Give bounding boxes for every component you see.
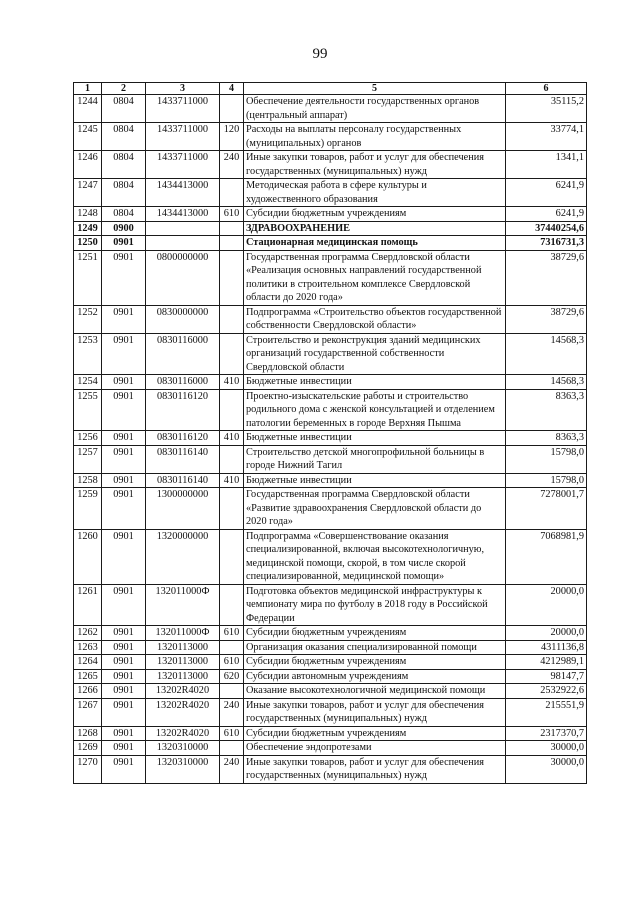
column-header: 5: [244, 83, 506, 95]
item-name: Иные закупки товаров, работ и услуг для обеспечения государственных (муниципальных) нужд: [244, 755, 506, 783]
amount: 30000,0: [506, 755, 587, 783]
column-header: 3: [146, 83, 220, 95]
row-number: 1267: [74, 698, 102, 726]
row-number: 1268: [74, 726, 102, 741]
target-code: 132011000Ф: [146, 626, 220, 641]
table-row: [74, 431, 587, 446]
item-name: Подготовка объектов медицинской инфраструктуры к чемпионату мира по футболу в 2018 году в Российской Федерации: [244, 584, 506, 626]
expense-type-code: 410: [220, 431, 244, 446]
target-code: 0830116140: [146, 473, 220, 488]
item-name: Субсидии бюджетным учреждениям: [244, 726, 506, 741]
table-body: [74, 95, 587, 784]
expense-type-code: [220, 221, 244, 236]
amount: 4212989,1: [506, 655, 587, 670]
target-code: 0830116120: [146, 389, 220, 431]
item-name: Государственная программа Свердловской области «Реализация основных направлений государственной политики в строительном комплексе Свердловской области до 2020 года»: [244, 250, 506, 305]
row-number: 1246: [74, 151, 102, 179]
expense-type-code: [220, 741, 244, 756]
item-name: Проектно-изыскательские работы и строительство родильного дома с женской консультацией и отделением патологии беременных в городе Верхняя Пышма: [244, 389, 506, 431]
expense-type-code: 240: [220, 698, 244, 726]
amount: 6241,9: [506, 179, 587, 207]
table-row: [74, 123, 587, 151]
expense-type-code: 120: [220, 123, 244, 151]
item-name: Подпрограмма «Совершенствование оказания специализированной, включая высокотехнологичную, медицинской помощи, скорой, в том числе скорой специализированной, медицинской помощи»: [244, 529, 506, 584]
row-number: 1245: [74, 123, 102, 151]
item-name: Обеспечение деятельности государственных органов (центральный аппарат): [244, 95, 506, 123]
budget-table: [73, 82, 587, 784]
section-code: 0901: [102, 655, 146, 670]
item-name: Субсидии автономным учреждениям: [244, 669, 506, 684]
table-row: [74, 250, 587, 305]
column-header: 4: [220, 83, 244, 95]
row-number: 1265: [74, 669, 102, 684]
expense-type-code: [220, 584, 244, 626]
expense-type-code: [220, 389, 244, 431]
page-number: 99: [312, 46, 328, 62]
expense-type-code: [220, 529, 244, 584]
section-code: 0901: [102, 529, 146, 584]
expense-type-code: [220, 640, 244, 655]
target-code: 0830116120: [146, 431, 220, 446]
row-number: 1261: [74, 584, 102, 626]
row-number: 1262: [74, 626, 102, 641]
table-row: [74, 655, 587, 670]
table-row: [74, 221, 587, 236]
amount: 2532922,6: [506, 684, 587, 699]
item-name: Оказание высокотехнологичной медицинской помощи: [244, 684, 506, 699]
item-name: Бюджетные инвестиции: [244, 375, 506, 390]
expense-type-code: [220, 236, 244, 251]
item-name: Стационарная медицинская помощь: [244, 236, 506, 251]
expense-type-code: [220, 95, 244, 123]
row-number: 1255: [74, 389, 102, 431]
expense-type-code: [220, 179, 244, 207]
section-code: 0901: [102, 375, 146, 390]
table-row: [74, 726, 587, 741]
amount: 8363,3: [506, 389, 587, 431]
row-number: 1270: [74, 755, 102, 783]
row-number: 1249: [74, 221, 102, 236]
amount: 1341,1: [506, 151, 587, 179]
amount: 8363,3: [506, 431, 587, 446]
expense-type-code: [220, 488, 244, 530]
amount: 38729,6: [506, 305, 587, 333]
table-row: [74, 640, 587, 655]
target-code: 1320113000: [146, 669, 220, 684]
item-name: Субсидии бюджетным учреждениям: [244, 207, 506, 222]
amount: 20000,0: [506, 626, 587, 641]
row-number: 1254: [74, 375, 102, 390]
row-number: 1252: [74, 305, 102, 333]
target-code: 1433711000: [146, 123, 220, 151]
section-code: 0804: [102, 179, 146, 207]
amount: 7068981,9: [506, 529, 587, 584]
table-row: [74, 179, 587, 207]
amount: 215551,9: [506, 698, 587, 726]
row-number: 1258: [74, 473, 102, 488]
table-row: [74, 375, 587, 390]
expense-type-code: [220, 333, 244, 375]
expense-type-code: [220, 305, 244, 333]
target-code: 1320310000: [146, 755, 220, 783]
amount: 35115,2: [506, 95, 587, 123]
target-code: 1320310000: [146, 741, 220, 756]
section-code: 0901: [102, 389, 146, 431]
expense-type-code: 240: [220, 151, 244, 179]
row-number: 1247: [74, 179, 102, 207]
amount: 14568,3: [506, 375, 587, 390]
expense-type-code: 610: [220, 655, 244, 670]
row-number: 1259: [74, 488, 102, 530]
expense-type-code: 240: [220, 755, 244, 783]
section-code: 0901: [102, 669, 146, 684]
target-code: 13202R4020: [146, 684, 220, 699]
column-header: 6: [506, 83, 587, 95]
section-code: 0900: [102, 221, 146, 236]
table-row: [74, 529, 587, 584]
row-number: 1250: [74, 236, 102, 251]
target-code: 1320113000: [146, 655, 220, 670]
item-name: ЗДРАВООХРАНЕНИЕ: [244, 221, 506, 236]
expense-type-code: 610: [220, 726, 244, 741]
row-number: 1260: [74, 529, 102, 584]
section-code: 0901: [102, 698, 146, 726]
item-name: Субсидии бюджетным учреждениям: [244, 655, 506, 670]
amount: 6241,9: [506, 207, 587, 222]
row-number: 1257: [74, 445, 102, 473]
target-code: 1300000000: [146, 488, 220, 530]
row-number: 1266: [74, 684, 102, 699]
amount: 20000,0: [506, 584, 587, 626]
section-code: 0901: [102, 236, 146, 251]
item-name: Государственная программа Свердловской области «Развитие здравоохранения Свердловской области до 2020 года»: [244, 488, 506, 530]
amount: 14568,3: [506, 333, 587, 375]
table-header-row: [74, 83, 587, 95]
table-row: [74, 669, 587, 684]
target-code: 1433711000: [146, 95, 220, 123]
table-row: [74, 698, 587, 726]
item-name: Строительство и реконструкция зданий медицинских организаций государственной собственности Свердловской области: [244, 333, 506, 375]
item-name: Методическая работа в сфере культуры и художественного образования: [244, 179, 506, 207]
amount: 37440254,6: [506, 221, 587, 236]
target-code: 1320000000: [146, 529, 220, 584]
target-code: 0830000000: [146, 305, 220, 333]
item-name: Строительство детской многопрофильной больницы в городе Нижний Тагил: [244, 445, 506, 473]
target-code: 0800000000: [146, 250, 220, 305]
section-code: 0901: [102, 726, 146, 741]
column-header: 1: [74, 83, 102, 95]
expense-type-code: 610: [220, 207, 244, 222]
table-row: [74, 488, 587, 530]
section-code: 0901: [102, 741, 146, 756]
table-row: [74, 305, 587, 333]
target-code: 0830116000: [146, 375, 220, 390]
target-code: 1433711000: [146, 151, 220, 179]
amount: 15798,0: [506, 445, 587, 473]
section-code: 0901: [102, 684, 146, 699]
table-row: [74, 333, 587, 375]
section-code: 0901: [102, 250, 146, 305]
section-code: 0901: [102, 640, 146, 655]
target-code: 132011000Ф: [146, 584, 220, 626]
item-name: Бюджетные инвестиции: [244, 431, 506, 446]
table-row: [74, 755, 587, 783]
item-name: Расходы на выплаты персоналу государственных (муниципальных) органов: [244, 123, 506, 151]
target-code: 1434413000: [146, 179, 220, 207]
table-row: [74, 151, 587, 179]
section-code: 0901: [102, 431, 146, 446]
amount: 33774,1: [506, 123, 587, 151]
table-row: [74, 741, 587, 756]
target-code: [146, 236, 220, 251]
item-name: Подпрограмма «Строительство объектов государственной собственности Свердловской области»: [244, 305, 506, 333]
expense-type-code: 620: [220, 669, 244, 684]
table-row: [74, 626, 587, 641]
item-name: Бюджетные инвестиции: [244, 473, 506, 488]
table-row: [74, 584, 587, 626]
section-code: 0901: [102, 445, 146, 473]
table-row: [74, 445, 587, 473]
expense-type-code: [220, 250, 244, 305]
table-row: [74, 207, 587, 222]
expense-type-code: [220, 684, 244, 699]
section-code: 0901: [102, 584, 146, 626]
row-number: 1269: [74, 741, 102, 756]
item-name: Обеспечение эндопротезами: [244, 741, 506, 756]
row-number: 1264: [74, 655, 102, 670]
column-header: 2: [102, 83, 146, 95]
table-row: [74, 684, 587, 699]
section-code: 0901: [102, 755, 146, 783]
section-code: 0804: [102, 95, 146, 123]
target-code: 13202R4020: [146, 698, 220, 726]
row-number: 1253: [74, 333, 102, 375]
section-code: 0901: [102, 473, 146, 488]
row-number: 1251: [74, 250, 102, 305]
target-code: 13202R4020: [146, 726, 220, 741]
target-code: [146, 221, 220, 236]
row-number: 1248: [74, 207, 102, 222]
item-name: Субсидии бюджетным учреждениям: [244, 626, 506, 641]
row-number: 1263: [74, 640, 102, 655]
item-name: Организация оказания специализированной помощи: [244, 640, 506, 655]
expense-type-code: [220, 445, 244, 473]
section-code: 0804: [102, 151, 146, 179]
amount: 7278001,7: [506, 488, 587, 530]
section-code: 0901: [102, 333, 146, 375]
section-code: 0901: [102, 305, 146, 333]
table-row: [74, 236, 587, 251]
row-number: 1244: [74, 95, 102, 123]
target-code: 0830116140: [146, 445, 220, 473]
section-code: 0804: [102, 207, 146, 222]
expense-type-code: 410: [220, 375, 244, 390]
target-code: 0830116000: [146, 333, 220, 375]
section-code: 0804: [102, 123, 146, 151]
item-name: Иные закупки товаров, работ и услуг для обеспечения государственных (муниципальных) нужд: [244, 698, 506, 726]
row-number: 1256: [74, 431, 102, 446]
target-code: 1320113000: [146, 640, 220, 655]
expense-type-code: 610: [220, 626, 244, 641]
amount: 15798,0: [506, 473, 587, 488]
table-row: [74, 473, 587, 488]
amount: 98147,7: [506, 669, 587, 684]
amount: 4311136,8: [506, 640, 587, 655]
item-name: Иные закупки товаров, работ и услуг для обеспечения государственных (муниципальных) нужд: [244, 151, 506, 179]
amount: 7316731,3: [506, 236, 587, 251]
section-code: 0901: [102, 626, 146, 641]
table-row: [74, 389, 587, 431]
amount: 2317370,7: [506, 726, 587, 741]
target-code: 1434413000: [146, 207, 220, 222]
expense-type-code: 410: [220, 473, 244, 488]
table-row: [74, 95, 587, 123]
amount: 38729,6: [506, 250, 587, 305]
section-code: 0901: [102, 488, 146, 530]
amount: 30000,0: [506, 741, 587, 756]
